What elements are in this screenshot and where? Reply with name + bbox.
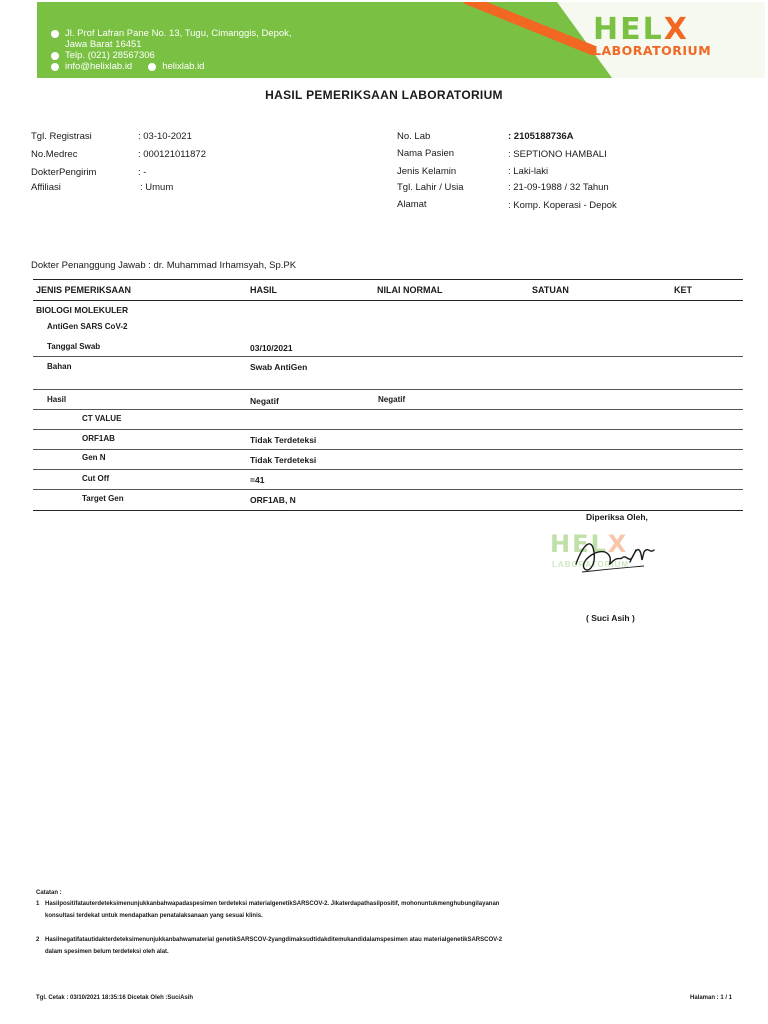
phone-number: Telp. (021) 28567306 <box>65 50 155 61</box>
page-number: Halaman : 1 / 1 <box>690 995 733 1001</box>
meta-label: Tgl. Registrasi <box>31 131 92 142</box>
logo-text: HEL <box>593 12 664 47</box>
handwritten-signature <box>570 532 665 580</box>
meta-label: DokterPengirim <box>31 167 97 178</box>
column-header: SATUAN <box>532 285 569 295</box>
row-test-name: Gen N <box>82 453 106 462</box>
note-text: Hasilpositifatauterdeteksimenunjukkanbahwapadaspesimen terdeteksi materialgenetikSARSCOV-2. Jikaterdapathasilpositif, mohonuntukmenghubungilayanan <box>45 901 500 907</box>
meta-label: No.Medrec <box>31 149 78 160</box>
row-divider <box>33 489 743 490</box>
meta-label: Affiliasi <box>31 182 61 193</box>
header-banner <box>37 2 765 78</box>
phone-icon <box>51 52 59 60</box>
row-divider <box>33 469 743 470</box>
meta-value: : Umum <box>140 182 174 193</box>
row-divider <box>33 429 743 430</box>
row-result: Tidak Terdeteksi <box>250 455 317 465</box>
contact-block <box>51 28 292 72</box>
email-address: info@helixlab.id <box>65 61 133 72</box>
meta-label: Tgl. Lahir / Usia <box>397 182 464 193</box>
email-icon <box>51 63 59 71</box>
meta-value: : Komp. Koperasi - Depok <box>508 200 617 211</box>
section-title: BIOLOGI MOLEKULER <box>36 305 129 315</box>
stamp-x: X <box>607 530 629 558</box>
note-text: dalam spesimen belum terdeteksi oleh alat. <box>45 949 169 955</box>
row-test-name: Tanggal Swab <box>47 342 101 351</box>
table-divider <box>33 300 743 301</box>
meta-label: No. Lab <box>397 131 431 142</box>
location-pin-icon <box>51 30 59 38</box>
row-test-name: ORF1AB <box>82 434 115 443</box>
meta-label: Nama Pasien <box>397 148 455 159</box>
note-item <box>36 936 503 955</box>
stamp-subtext: LABORATORIUM <box>552 560 630 569</box>
note-text: Hasilnegatifatautidakterdeteksimenunjukkanbahwamaterial genetikSARSCOV-2yangdimaksudtidakditemukandidalamspesimen atau materialgenetikSARSCOV-2 <box>45 937 503 943</box>
note-number: 1 <box>36 901 40 907</box>
table-divider <box>33 279 743 280</box>
lab-stamp <box>550 530 675 582</box>
meta-value: : 03-10-2021 <box>138 131 192 142</box>
row-result: =41 <box>250 475 265 485</box>
row-result: Swab AntiGen <box>250 362 308 372</box>
row-divider <box>33 356 743 357</box>
helix-logo <box>593 12 711 58</box>
row-test-name: Hasil <box>47 395 67 404</box>
row-result: ORF1AB, N <box>250 495 296 505</box>
row-test-name: Bahan <box>47 362 72 371</box>
row-normal-value: Negatif <box>378 395 406 404</box>
subsection-title: AntiGen SARS CoV-2 <box>47 322 128 331</box>
print-info: Tgl. Cetak : 03/10/2021 18:35:16 Dicetak Oleh :SuciAsih <box>36 995 194 1001</box>
globe-icon <box>148 63 156 71</box>
website: helixlab.id <box>162 61 205 72</box>
row-result: Tidak Terdeteksi <box>250 435 317 445</box>
logo-x: X <box>663 12 689 47</box>
row-divider <box>33 449 743 450</box>
row-divider <box>33 389 743 390</box>
column-header: NILAI NORMAL <box>377 285 443 295</box>
column-header: KET <box>674 285 692 295</box>
row-divider <box>33 409 743 410</box>
notes-heading: Catatan : <box>36 890 62 896</box>
page-title: HASIL PEMERIKSAAN LABORATORIUM <box>265 88 503 102</box>
meta-value-lab-number: : 2105188736A <box>508 131 574 142</box>
examiner-name: ( Suci Asih ) <box>586 613 635 623</box>
responsible-doctor: Dokter Penanggung Jawab : dr. Muhammad Irhamsyah, Sp.PK <box>31 260 297 271</box>
address-line-1: Jl. Prof Lafran Pane No. 13, Tugu, Cimanggis, Depok, <box>65 28 292 39</box>
meta-value: : 21-09-1988 / 32 Tahun <box>508 182 609 193</box>
row-result: Negatif <box>250 396 279 406</box>
meta-label: Jenis Kelamin <box>397 166 457 177</box>
examined-by-label: Diperiksa Oleh, <box>586 512 648 522</box>
logo-subtext: LABORATORIUM <box>593 43 712 58</box>
meta-label: Alamat <box>397 199 427 210</box>
meta-value: : Laki-laki <box>508 166 549 177</box>
stamp-text: HEL <box>550 530 608 558</box>
note-item <box>36 900 500 919</box>
meta-value: : 000121011872 <box>138 149 206 160</box>
row-test-name: CT VALUE <box>82 414 122 423</box>
table-divider <box>33 510 743 511</box>
meta-value: : SEPTIONO HAMBALI <box>508 149 607 160</box>
note-number: 2 <box>36 937 40 943</box>
note-text: konsultasi terdekat untuk mendapatkan penatalaksanaan yang sesuai klinis. <box>45 913 263 919</box>
column-header: HASIL <box>250 285 277 295</box>
row-test-name: Cut Off <box>82 474 110 483</box>
column-header: JENIS PEMERIKSAAN <box>36 285 132 295</box>
meta-value: : - <box>138 167 147 178</box>
row-result: 03/10/2021 <box>250 343 293 353</box>
row-test-name: Target Gen <box>82 494 124 503</box>
address-line-2: Jawa Barat 16451 <box>65 39 142 50</box>
